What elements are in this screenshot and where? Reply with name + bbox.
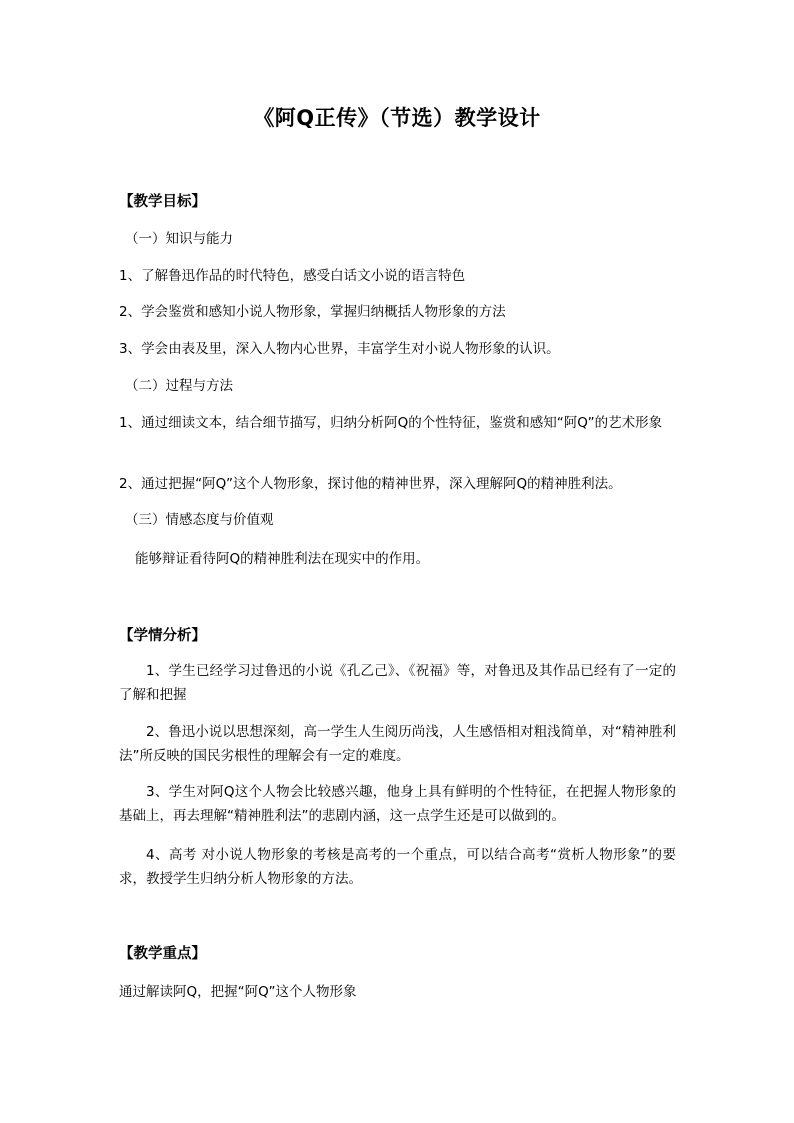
analysis-paragraph: 4、高考 对小说人物形象的考核是高考的一个重点，可以结合高考“赏析人物形象”的要求，教授学生归纳分析人物形象的方法。 [119, 847, 676, 887]
analysis-paragraph: 1、学生已经学习过鲁迅的小说《孔乙己》、《祝福》等，对鲁迅及其作品已经有了一定的了解和把握 [119, 663, 676, 703]
goals-item: 1、了解鲁迅作品的时代特色，感受白话文小说的语言特色 [119, 268, 466, 284]
learning-analysis-heading: 【学情分析】 [119, 628, 206, 644]
goals-item: 能够辩证看待阿Q的精神胜利法在现实中的作用。 [135, 551, 430, 567]
analysis-paragraph: 2、鲁迅小说以思想深刻，高一学生人生阅历尚浅，人生感悟相对粗浅简单，对“精神胜利法”所反映的国民劣根性的理解会有一定的难度。 [119, 724, 676, 764]
goals-item: 2、学会鉴赏和感知小说人物形象，掌握归纳概括人物形象的方法 [119, 304, 506, 320]
focus-paragraph: 通过解读阿Q，把握“阿Q”这个人物形象 [119, 984, 357, 1000]
document-title: 《阿Q正传》（节选）教学设计 [253, 106, 541, 130]
goals-section-process: （二）过程与方法 [125, 378, 233, 394]
teaching-focus-heading: 【教学重点】 [119, 946, 206, 962]
goals-section-attitude: （三）情感态度与价值观 [125, 512, 274, 528]
teaching-goals-heading: 【教学目标】 [119, 194, 206, 210]
goals-item: 3、学会由表及里，深入人物内心世界，丰富学生对小说人物形象的认识。 [119, 341, 560, 357]
analysis-paragraph: 3、学生对阿Q这个人物会比较感兴趣，他身上具有鲜明的个性特征，在把握人物形象的基础上，再去理解“精神胜利法”的悲剧内涵，这一点学生还是可以做到的。 [119, 784, 676, 824]
goals-item: 1、通过细读文本，结合细节描写，归纳分析阿Q的个性特征，鉴赏和感知“阿Q”的艺术形象 [119, 415, 663, 431]
goals-section-knowledge: （一）知识与能力 [125, 231, 233, 247]
goals-item: 2、通过把握“阿Q”这个人物形象，探讨他的精神世界，深入理解阿Q的精神胜利法。 [119, 476, 622, 492]
